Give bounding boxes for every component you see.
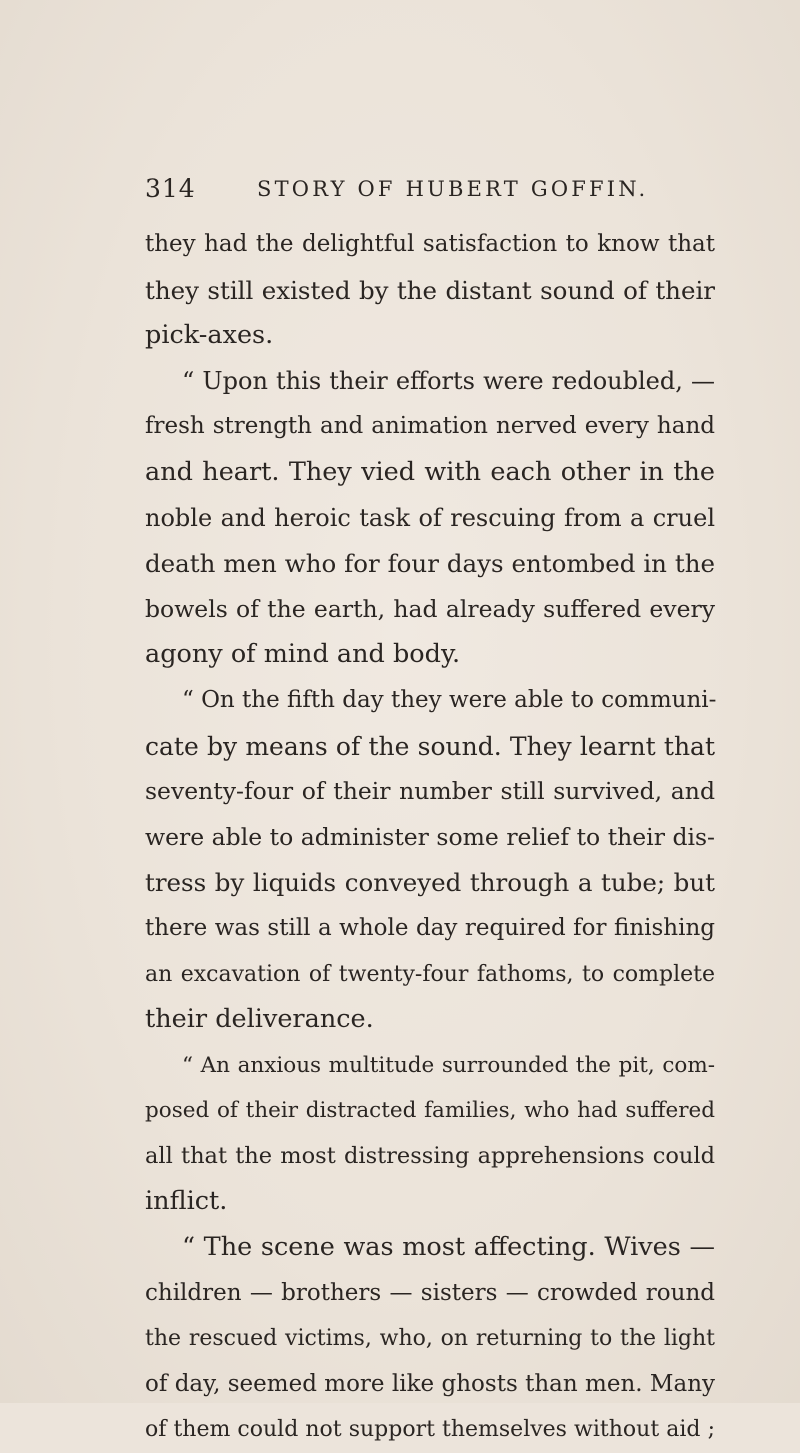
text-line: children — brothers — sisters — crowded round [145,1279,715,1306]
text-line: and heart. They vied with each other in the [145,456,715,487]
text-line: “ On the fifth day they were able to communi- [182,686,717,713]
text-line: all that the most distressing apprehensions could [145,1142,715,1169]
text-line: of them could not support themselves without aid ; [145,1417,715,1443]
text-line: fresh strength and animation nerved every hand [145,413,715,440]
text-line: they had the delightful satisfaction to know that [145,231,715,257]
text-line: noble and heroic task of rescuing from a cruel [145,503,715,532]
text-line: bowels of the earth, had already suffered every [145,594,715,623]
text-line: death men who for four days entombed in the [145,549,715,579]
page-header [145,174,715,210]
text-line: pick-axes. [145,320,274,351]
text-line: tress by liquids conveyed through a tube; but [145,868,715,898]
text-line: an excavation of twenty-four fathoms, to complete [145,961,715,987]
text-line: the rescued victims, who, on returning to the light [145,1326,715,1352]
text-line: “ Upon this their efforts were redoubled, — [182,366,715,395]
text-line: posed of their distracted families, who had suffered [145,1098,715,1124]
text-line: agony of mind and body. [145,639,461,670]
text-line: seventy-four of their number still survived, and [145,777,715,806]
text-line: they still existed by the distant sound of their [145,275,715,305]
text-line: there was still a whole day required for finishing [145,914,715,941]
text-line: of day, seemed more like ghosts than men. Many [145,1370,715,1397]
text-line: inflict. [145,1186,228,1217]
running-title: STORY OF HUBERT GOFFIN. [257,177,649,201]
text-line: their deliverance. [145,1004,374,1035]
page-number: 314 [145,174,196,203]
text-line: cate by means of the sound. They learnt that [145,731,715,761]
text-line: “ The scene was most affecting. Wives — [182,1232,715,1263]
body-text [145,222,715,1453]
text-line: were able to administer some relief to their dis- [145,822,715,851]
text-line: “ An anxious multitude surrounded the pit, com- [182,1052,715,1078]
